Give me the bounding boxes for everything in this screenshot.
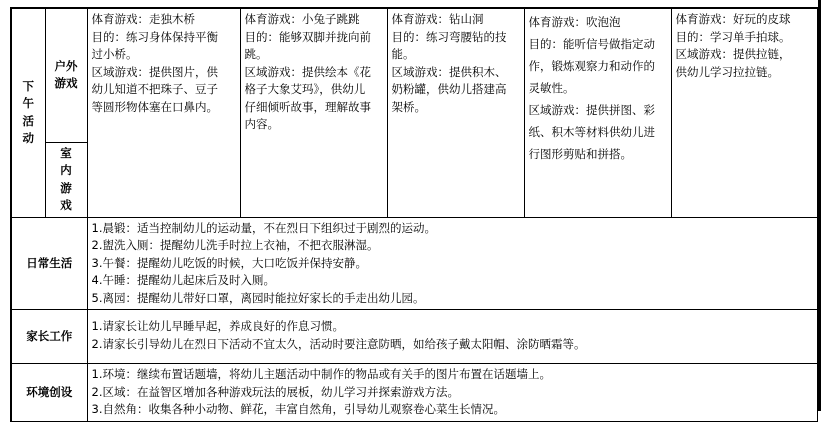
environment-content <box>87 364 817 422</box>
text-line: 体育游戏：走独木桥 <box>91 12 195 26</box>
text-line: 2.请家长引导幼儿在烈日下活动不宜太久，活动时要注意防晒，如给孩子戴太阳帽、涂防晒霜等。 <box>91 336 586 351</box>
text-line: 4.午睡：提醒幼儿起床后及时入厕。 <box>91 273 275 287</box>
outdoor-activity-cell-2 <box>240 8 387 217</box>
text-line: 能。 <box>391 47 415 61</box>
environment-label: 环境创设 <box>26 384 73 399</box>
text-line: 区域游戏：提供拼图、彩 <box>528 103 655 117</box>
text-line: 2.盥洗入厕：提醒幼儿洗手时拉上衣袖，不把衣服淋湿。 <box>91 238 379 252</box>
weekly-plan-table <box>10 7 818 422</box>
text-line: 过小桥。 <box>91 47 138 61</box>
text-line: 目的：学习单手拍球。 <box>675 29 791 44</box>
text-line: 灵敏性。 <box>528 81 575 95</box>
text-line: 纸、积木等材料供幼儿进 <box>528 125 655 139</box>
text-line: 区域游戏：提供积木、 <box>391 64 507 79</box>
outdoor-games-header <box>45 8 87 142</box>
text-line: 3.午餐：提醒幼儿吃饭的时候，大口吃饭并保持安静。 <box>91 255 367 270</box>
text-line: 跳。 <box>244 47 268 61</box>
environment-row <box>11 364 817 422</box>
environment-header <box>11 364 87 422</box>
text-line: 区域游戏：提供绘本《花 <box>244 64 371 79</box>
daily-life-row <box>11 217 817 310</box>
text-line: 目的：能够双脚并拢向前 <box>244 29 371 44</box>
indoor-games-label: 室内游戏 <box>60 145 72 212</box>
daily-life-header <box>11 217 87 310</box>
text-line: 区域游戏：提供图片，供 <box>91 64 218 79</box>
afternoon-activity-label: 下午活动 <box>22 78 34 146</box>
text-line: 目的：练习身体保持平衡 <box>91 29 218 44</box>
text-line: 奶粉罐，供幼儿搭建高 <box>391 82 507 96</box>
text-line: 2.区域：在益智区增加各种游戏玩法的展板，幼儿学习并探索游戏方法。 <box>91 384 459 399</box>
parents-work-content <box>87 310 817 364</box>
text-line: 仔细倾听故事，理解故事 <box>244 99 371 114</box>
parents-row <box>11 310 817 364</box>
text-line: 目的：练习弯腰钻的技 <box>391 29 507 44</box>
daily-life-content <box>87 217 817 310</box>
outdoor-games-label: 户外游戏 <box>54 58 78 91</box>
afternoon-activity-header <box>11 8 45 217</box>
indoor-games-header <box>45 142 87 217</box>
text-line: 体育游戏：吹泡泡 <box>528 15 621 29</box>
text-line: 格子大象艾玛》，供幼儿 <box>244 82 366 96</box>
text-line: 1.请家长让幼儿早睡早起，养成良好的作息习惯。 <box>91 319 344 333</box>
text-line: 供幼儿学习拉拉链。 <box>675 64 779 79</box>
text-line: 1.环境：继续布置话题墙，将幼儿主题活动中制作的物品或有关手的图片布置在话题墙上。 <box>91 367 551 381</box>
text-line: 作，锻炼观察力和动作的 <box>528 59 655 73</box>
outdoor-activity-cell-4 <box>524 8 671 217</box>
text-line: 1.晨锻：适当控制幼儿的运动量，不在烈日下组织过于剧烈的运动。 <box>91 220 436 235</box>
text-line: 3.自然角：收集各种小动物、鲜花，丰富自然角，引导幼儿观察卷心菜生长情况。 <box>91 402 505 416</box>
outdoor-activity-cell-1 <box>87 8 240 217</box>
text-line: 等圆形物体塞在口鼻内。 <box>91 99 218 114</box>
outdoor-activity-cell-3 <box>387 8 524 217</box>
text-line: 体育游戏：钻山洞 <box>391 12 484 26</box>
text-line: 目的：能听信号做指定动 <box>528 37 655 51</box>
text-line: 架桥。 <box>391 99 426 114</box>
parents-work-header <box>11 310 87 364</box>
text-line: 行图形剪贴和拼搭。 <box>528 147 632 161</box>
text-line: 幼儿知道不把珠子、豆子 <box>91 82 218 96</box>
text-line: 体育游戏：小兔子跳跳 <box>244 12 360 26</box>
text-line: 内容。 <box>244 117 279 131</box>
text-line: 区域游戏：提供拉链， <box>675 47 791 61</box>
parents-work-label: 家长工作 <box>26 328 73 343</box>
outdoor-activity-cell-5 <box>671 8 817 217</box>
text-line: 体育游戏：好玩的皮球 <box>675 12 791 26</box>
daily-life-label: 日常生活 <box>26 255 73 270</box>
text-line: 5.离园：提醒幼儿带好口罩，离园时能拉好家长的手走出幼儿园。 <box>91 290 425 305</box>
afternoon-outdoor-row <box>11 8 817 142</box>
